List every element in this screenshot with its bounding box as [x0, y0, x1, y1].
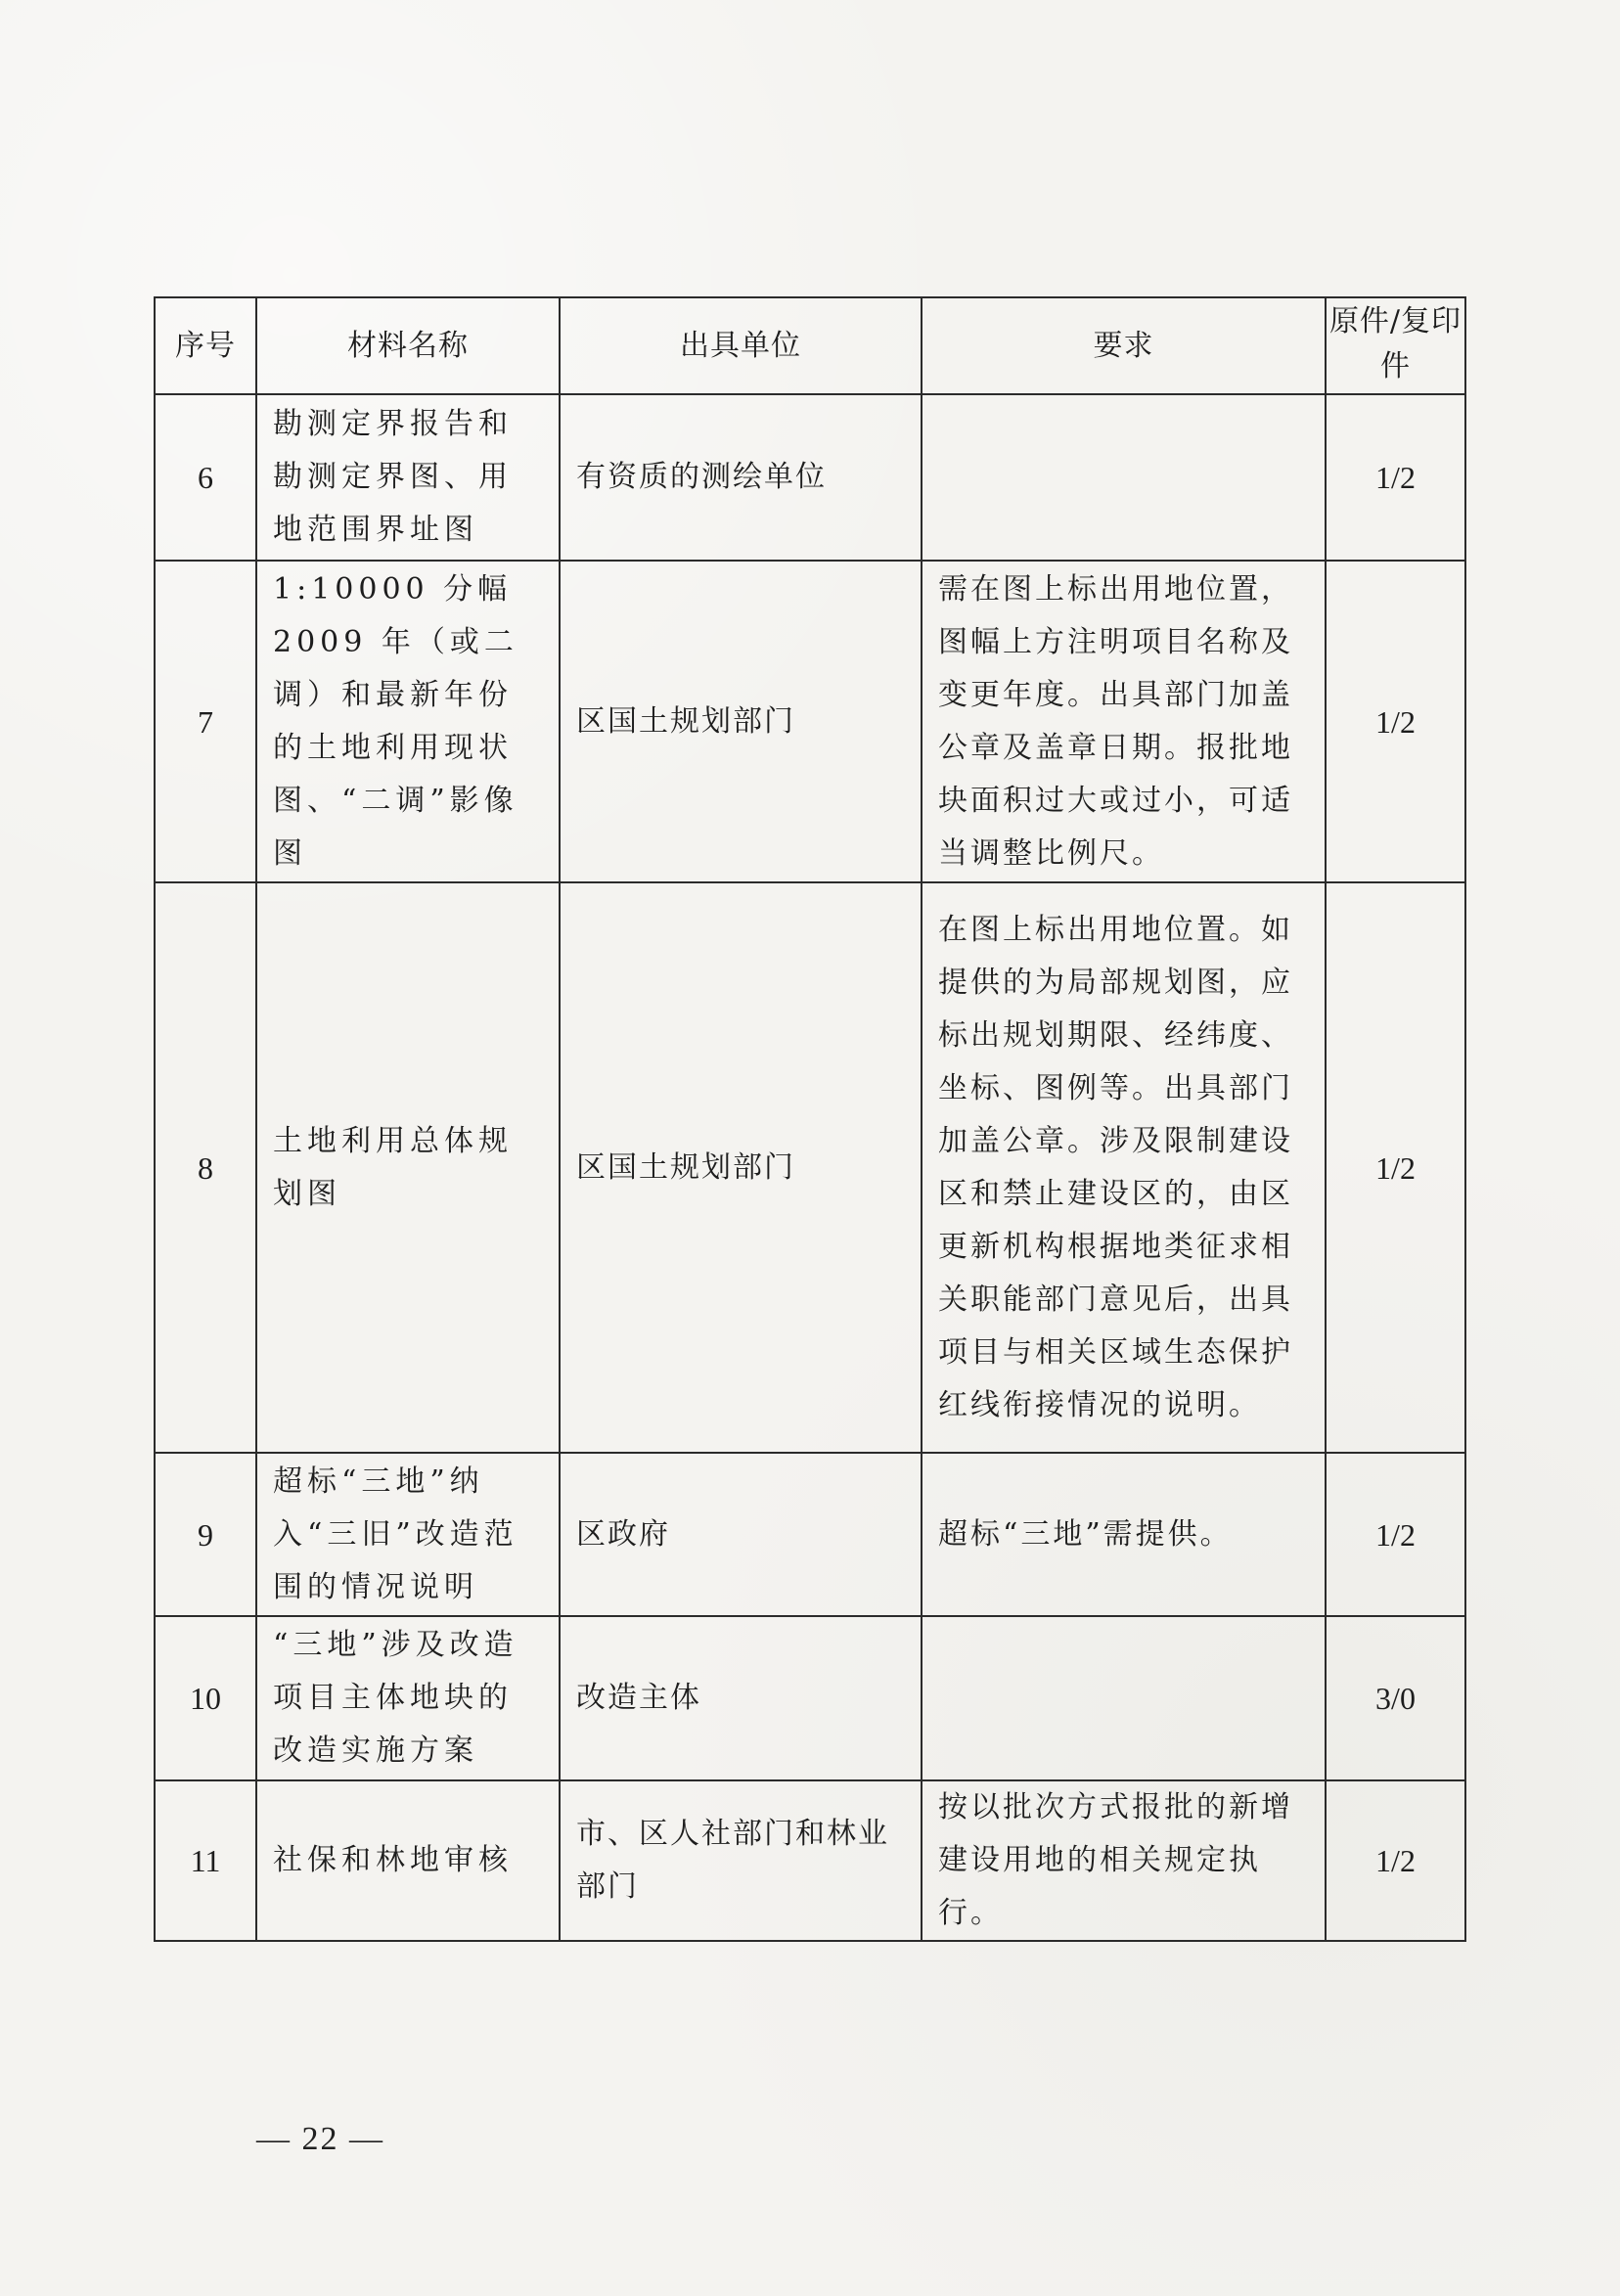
row-material-name: “三地”涉及改造项目主体地块的改造实施方案	[256, 1616, 560, 1780]
table-row	[155, 394, 1465, 561]
row-material-name: 社保和林地审核	[256, 1780, 560, 1941]
row-requirement	[922, 394, 1326, 561]
row-seq: 10	[155, 1616, 256, 1780]
row-issuer: 区政府	[560, 1453, 922, 1616]
row-requirement: 在图上标出用地位置。如提供的为局部规划图，应标出规划期限、经纬度、坐标、图例等。出具部门加盖公章。涉及限制建设区和禁止建设区的，由区更新机构根据地类征求相关职能部门意见后，出具项目与相关区域生态保护红线衔接情况的说明。	[922, 882, 1326, 1453]
table-header-row	[155, 297, 1465, 394]
header-issuer: 出具单位	[560, 297, 922, 394]
row-requirement: 超标“三地”需提供。	[922, 1453, 1326, 1616]
row-material-name: 土地利用总体规划图	[256, 882, 560, 1453]
row-copy-type: 1/2	[1326, 1780, 1465, 1941]
row-issuer: 有资质的测绘单位	[560, 394, 922, 561]
row-copy-type: 3/0	[1326, 1616, 1465, 1780]
row-material-name: 勘测定界报告和勘测定界图、用地范围界址图	[256, 394, 560, 561]
row-material-name: 超标“三地”纳入“三旧”改造范围的情况说明	[256, 1453, 560, 1616]
row-copy-type: 1/2	[1326, 394, 1465, 561]
row-copy-type: 1/2	[1326, 882, 1465, 1453]
row-requirement: 按以批次方式报批的新增建设用地的相关规定执行。	[922, 1780, 1326, 1941]
row-seq: 7	[155, 561, 256, 882]
row-seq: 6	[155, 394, 256, 561]
row-issuer: 市、区人社部门和林业部门	[560, 1780, 922, 1941]
row-issuer: 区国土规划部门	[560, 882, 922, 1453]
table-row	[155, 882, 1465, 1453]
page-number: — 22 —	[256, 2121, 384, 2157]
header-material-name: 材料名称	[256, 297, 560, 394]
row-material-name: 1:10000 分幅 2009 年（或二调）和最新年份的土地利用现状图、“二调”影像图	[256, 561, 560, 882]
row-requirement: 需在图上标出用地位置，图幅上方注明项目名称及变更年度。出具部门加盖公章及盖章日期。报批地块面积过大或过小，可适当调整比例尺。	[922, 561, 1326, 882]
materials-table	[154, 296, 1466, 1942]
header-requirement: 要求	[922, 297, 1326, 394]
row-issuer: 区国土规划部门	[560, 561, 922, 882]
table-row	[155, 1453, 1465, 1616]
row-seq: 11	[155, 1780, 256, 1941]
row-requirement	[922, 1616, 1326, 1780]
header-copy-type: 原件/复印件	[1326, 297, 1465, 394]
row-copy-type: 1/2	[1326, 561, 1465, 882]
table-row	[155, 561, 1465, 882]
table-row	[155, 1616, 1465, 1780]
header-seq: 序号	[155, 297, 256, 394]
row-issuer: 改造主体	[560, 1616, 922, 1780]
table-row	[155, 1780, 1465, 1941]
row-seq: 9	[155, 1453, 256, 1616]
materials-table-wrapper	[154, 296, 1464, 1942]
row-copy-type: 1/2	[1326, 1453, 1465, 1616]
row-seq: 8	[155, 882, 256, 1453]
